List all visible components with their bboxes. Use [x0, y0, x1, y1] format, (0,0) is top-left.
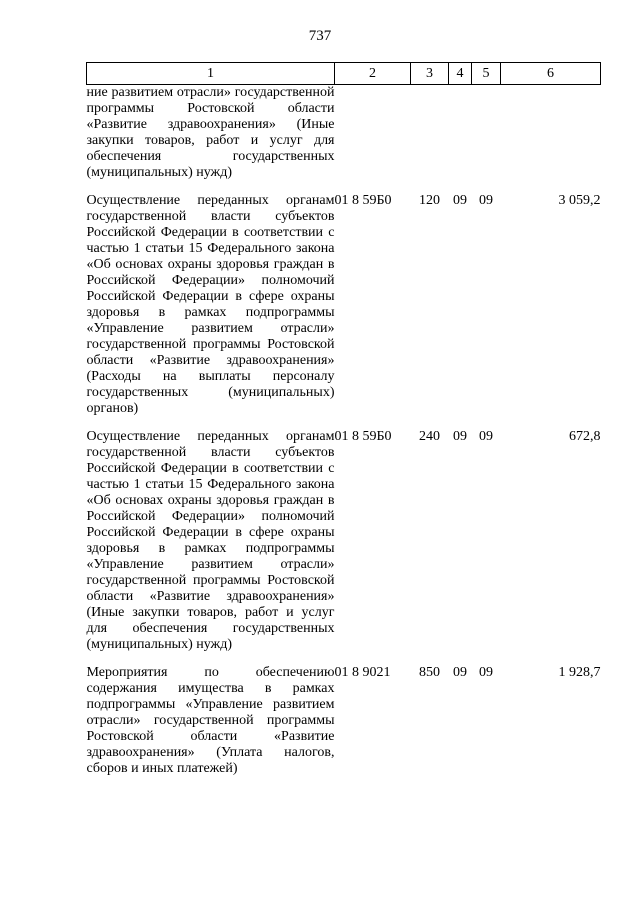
row-section: 09 [453, 193, 467, 208]
budget-table [86, 62, 601, 777]
row-amount: 3 059,2 [558, 193, 601, 208]
row-description: Мероприятия по обеспечению содержания имущества в рамках подпрограммы «Управление развитием отрасли» государственной программы Ростовской области «Развитие здравоохранения» (Уплата налогов, сборов и иных платежей) [86, 665, 335, 776]
table-row [87, 417, 601, 653]
header-col-3: 3 [411, 63, 449, 85]
row-type: 850 [419, 665, 440, 680]
table-row [87, 653, 601, 777]
row-code [335, 85, 411, 182]
row-code: 01 8 59Б0 [334, 193, 392, 208]
row-amount: 672,8 [569, 429, 601, 444]
table-row [87, 181, 601, 417]
row-section [449, 85, 472, 182]
row-amount [501, 85, 601, 182]
row-section: 09 [453, 429, 467, 444]
row-type: 120 [419, 193, 440, 208]
row-subsection [472, 85, 501, 182]
header-col-5: 5 [472, 63, 501, 85]
header-col-2: 2 [335, 63, 411, 85]
row-section: 09 [453, 665, 467, 680]
row-description: Осуществление переданных органам государственной власти субъектов Российской Федерации в соответствии с частью 1 статьи 15 Федерального закона «Об основах охраны здоровья граждан в Российской Федерации» полномочий Российской Федерации в сфере охраны здоровья в рамках подпрограммы «Управление развитием отрасли» государственной программы Ростовской области «Развитие здравоохранения» (Иные закупки товаров, работ и услуг для обеспечения государственных (муниципальных) нужд) [86, 429, 335, 652]
header-col-4: 4 [449, 63, 472, 85]
row-description: Осуществление переданных органам государственной власти субъектов Российской Федерации в соответствии с частью 1 статьи 15 Федерального закона «Об основах охраны здоровья граждан в Российской Федерации» полномочий Российской Федерации в сфере охраны здоровья в рамках подпрограммы «Управление развитием отрасли» государственной программы Ростовской области «Развитие здравоохранения» (Расходы на выплаты персоналу государственных (муниципальных) органов) [86, 193, 335, 416]
row-subsection: 09 [479, 665, 493, 680]
row-subsection: 09 [479, 193, 493, 208]
page-number: 737 [308, 28, 332, 44]
row-code: 01 8 59Б0 [334, 429, 392, 444]
row-type [411, 85, 449, 182]
header-col-6: 6 [501, 63, 601, 85]
row-code: 01 8 9021 [334, 665, 391, 680]
header-col-1: 1 [87, 63, 335, 85]
row-subsection: 09 [479, 429, 493, 444]
row-amount: 1 928,7 [558, 665, 601, 680]
row-description: ние развитием отрасли» государственной программы Ростовской области «Развитие здравоохранения» (Иные закупки товаров, работ и услуг для обеспечения государственных (муниципальных) нужд) [86, 85, 335, 180]
table-header-row [87, 63, 601, 85]
row-type: 240 [419, 429, 440, 444]
table-row [87, 85, 601, 182]
